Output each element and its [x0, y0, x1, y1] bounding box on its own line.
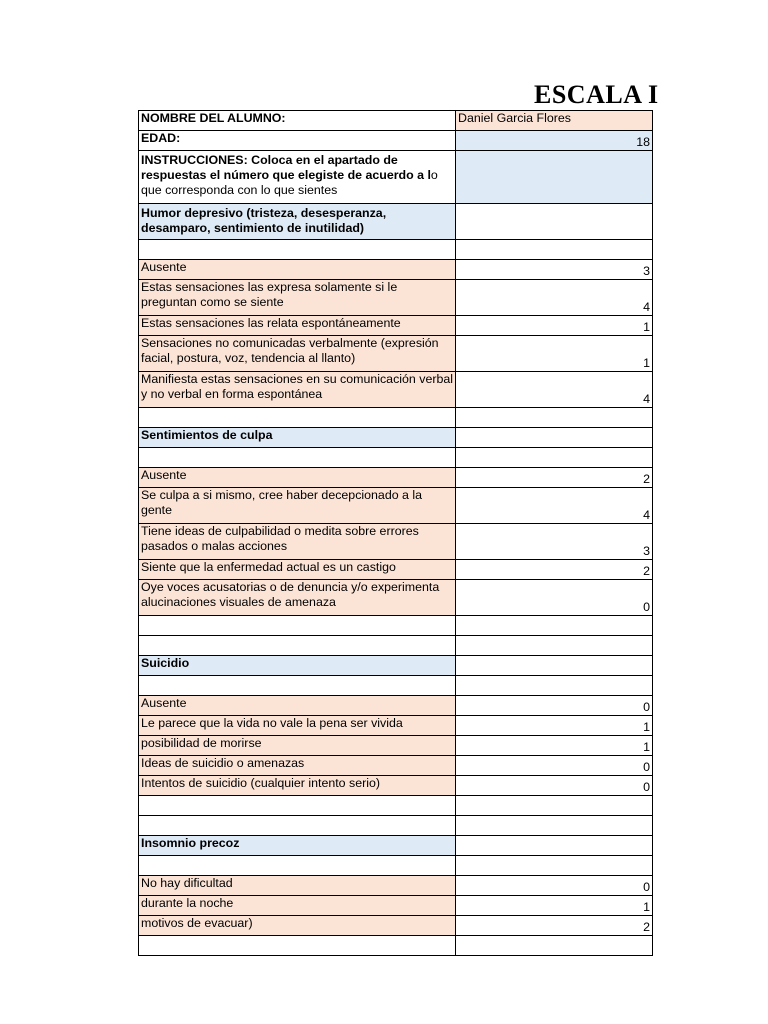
table-row — [139, 636, 653, 656]
table-row — [139, 468, 653, 488]
item-value[interactable]: 0 — [456, 756, 653, 776]
item-label: Ideas de suicidio o amenazas — [139, 756, 456, 776]
empty-cell — [456, 408, 653, 428]
table-row — [139, 936, 653, 956]
section-header-row — [139, 836, 653, 856]
table-row — [139, 716, 653, 736]
item-label: Manifiesta estas sensaciones en su comunicación verbal y no verbal en forma espontánea — [139, 372, 456, 408]
empty-cell — [456, 428, 653, 448]
item-value[interactable]: 4 — [456, 372, 653, 408]
table-row — [139, 240, 653, 260]
page-title: ESCALA I — [534, 80, 659, 109]
section-title-insomnio: Insomnio precoz — [139, 836, 456, 856]
instructions-text-rest: o que corresponda con lo que sientes — [141, 168, 438, 197]
section-title-culpa: Sentimientos de culpa — [139, 428, 456, 448]
item-label: Ausente — [139, 468, 456, 488]
empty-cell — [139, 636, 456, 656]
table-row — [139, 736, 653, 756]
item-value[interactable]: 2 — [456, 916, 653, 936]
item-label: Sensaciones no comunicadas verbalmente (expresión facial, postura, voz, tendencia al llanto) — [139, 336, 456, 372]
name-label: NOMBRE DEL ALUMNO: — [139, 111, 456, 131]
scale-sheet — [138, 110, 653, 956]
item-value[interactable]: 0 — [456, 696, 653, 716]
table-row — [139, 676, 653, 696]
item-value[interactable]: 4 — [456, 280, 653, 316]
table-row — [139, 776, 653, 796]
item-label: Tiene ideas de culpabilidad o medita sobre errores pasados o malas acciones — [139, 524, 456, 560]
empty-cell — [456, 448, 653, 468]
section-header-row — [139, 204, 653, 240]
empty-cell — [456, 856, 653, 876]
table-row — [139, 316, 653, 336]
empty-cell — [139, 676, 456, 696]
item-value[interactable]: 2 — [456, 468, 653, 488]
item-value[interactable]: 3 — [456, 524, 653, 560]
item-label: Ausente — [139, 696, 456, 716]
table-row — [139, 151, 653, 204]
empty-cell — [139, 936, 456, 956]
name-value[interactable]: Daniel Garcia Flores — [456, 111, 653, 131]
item-label: Oye voces acusatorias o de denuncia y/o experimenta alucinaciones visuales de amenaza — [139, 580, 456, 616]
empty-cell — [456, 636, 653, 656]
item-label: Estas sensaciones las expresa solamente si le preguntan como se siente — [139, 280, 456, 316]
empty-cell — [139, 616, 456, 636]
table-row — [139, 916, 653, 936]
table-row — [139, 524, 653, 560]
section-header-row — [139, 656, 653, 676]
item-label: No hay dificultad — [139, 876, 456, 896]
table-row — [139, 560, 653, 580]
table-row — [139, 876, 653, 896]
item-value[interactable]: 1 — [456, 336, 653, 372]
item-value[interactable]: 0 — [456, 580, 653, 616]
item-value[interactable]: 4 — [456, 488, 653, 524]
table-row — [139, 260, 653, 280]
item-label: posibilidad de morirse — [139, 736, 456, 756]
item-value[interactable]: 1 — [456, 896, 653, 916]
item-value[interactable]: 1 — [456, 736, 653, 756]
table-row — [139, 616, 653, 636]
section-title-suicidio: Suicidio — [139, 656, 456, 676]
age-label: EDAD: — [139, 131, 456, 151]
empty-cell — [139, 240, 456, 260]
empty-cell — [456, 240, 653, 260]
item-label: Ausente — [139, 260, 456, 280]
age-value[interactable]: 18 — [456, 131, 653, 151]
table-row — [139, 131, 653, 151]
table-row — [139, 280, 653, 316]
table-row — [139, 896, 653, 916]
item-label: Intentos de suicidio (cualquier intento serio) — [139, 776, 456, 796]
table-row — [139, 696, 653, 716]
item-label: durante la noche — [139, 896, 456, 916]
item-value[interactable]: 1 — [456, 316, 653, 336]
empty-cell — [456, 616, 653, 636]
table-row — [139, 796, 653, 816]
empty-cell — [456, 796, 653, 816]
item-label: Estas sensaciones las relata espontáneamente — [139, 316, 456, 336]
item-value[interactable]: 2 — [456, 560, 653, 580]
empty-cell — [139, 816, 456, 836]
table-row — [139, 448, 653, 468]
empty-cell — [139, 796, 456, 816]
table-row — [139, 111, 653, 131]
empty-cell — [456, 816, 653, 836]
empty-cell — [456, 204, 653, 240]
table-row — [139, 488, 653, 524]
item-label: Le parece que la vida no vale la pena ser vivida — [139, 716, 456, 736]
instructions-cell — [139, 151, 456, 204]
table-row — [139, 372, 653, 408]
empty-cell — [139, 448, 456, 468]
empty-cell — [139, 856, 456, 876]
item-value[interactable]: 3 — [456, 260, 653, 280]
item-label: Se culpa a si mismo, cree haber decepcionado a la gente — [139, 488, 456, 524]
table-row — [139, 856, 653, 876]
item-value[interactable]: 0 — [456, 876, 653, 896]
item-value[interactable]: 1 — [456, 716, 653, 736]
item-value[interactable]: 0 — [456, 776, 653, 796]
table-row — [139, 756, 653, 776]
empty-cell — [456, 836, 653, 856]
instructions-text: INSTRUCCIONES: Coloca en el apartado de respuestas el número que elegiste de acuerdo a l — [141, 153, 431, 182]
table-row — [139, 816, 653, 836]
section-header-row — [139, 428, 653, 448]
instructions-answer[interactable] — [456, 151, 653, 204]
empty-cell — [456, 656, 653, 676]
item-label: motivos de evacuar) — [139, 916, 456, 936]
table-row — [139, 408, 653, 428]
table-row — [139, 580, 653, 616]
empty-cell — [456, 936, 653, 956]
item-label: Siente que la enfermedad actual es un castigo — [139, 560, 456, 580]
empty-cell — [139, 408, 456, 428]
table-row — [139, 336, 653, 372]
empty-cell — [456, 676, 653, 696]
section-title-humor: Humor depresivo (tristeza, desesperanza, desamparo, sentimiento de inutilidad) — [139, 204, 456, 240]
